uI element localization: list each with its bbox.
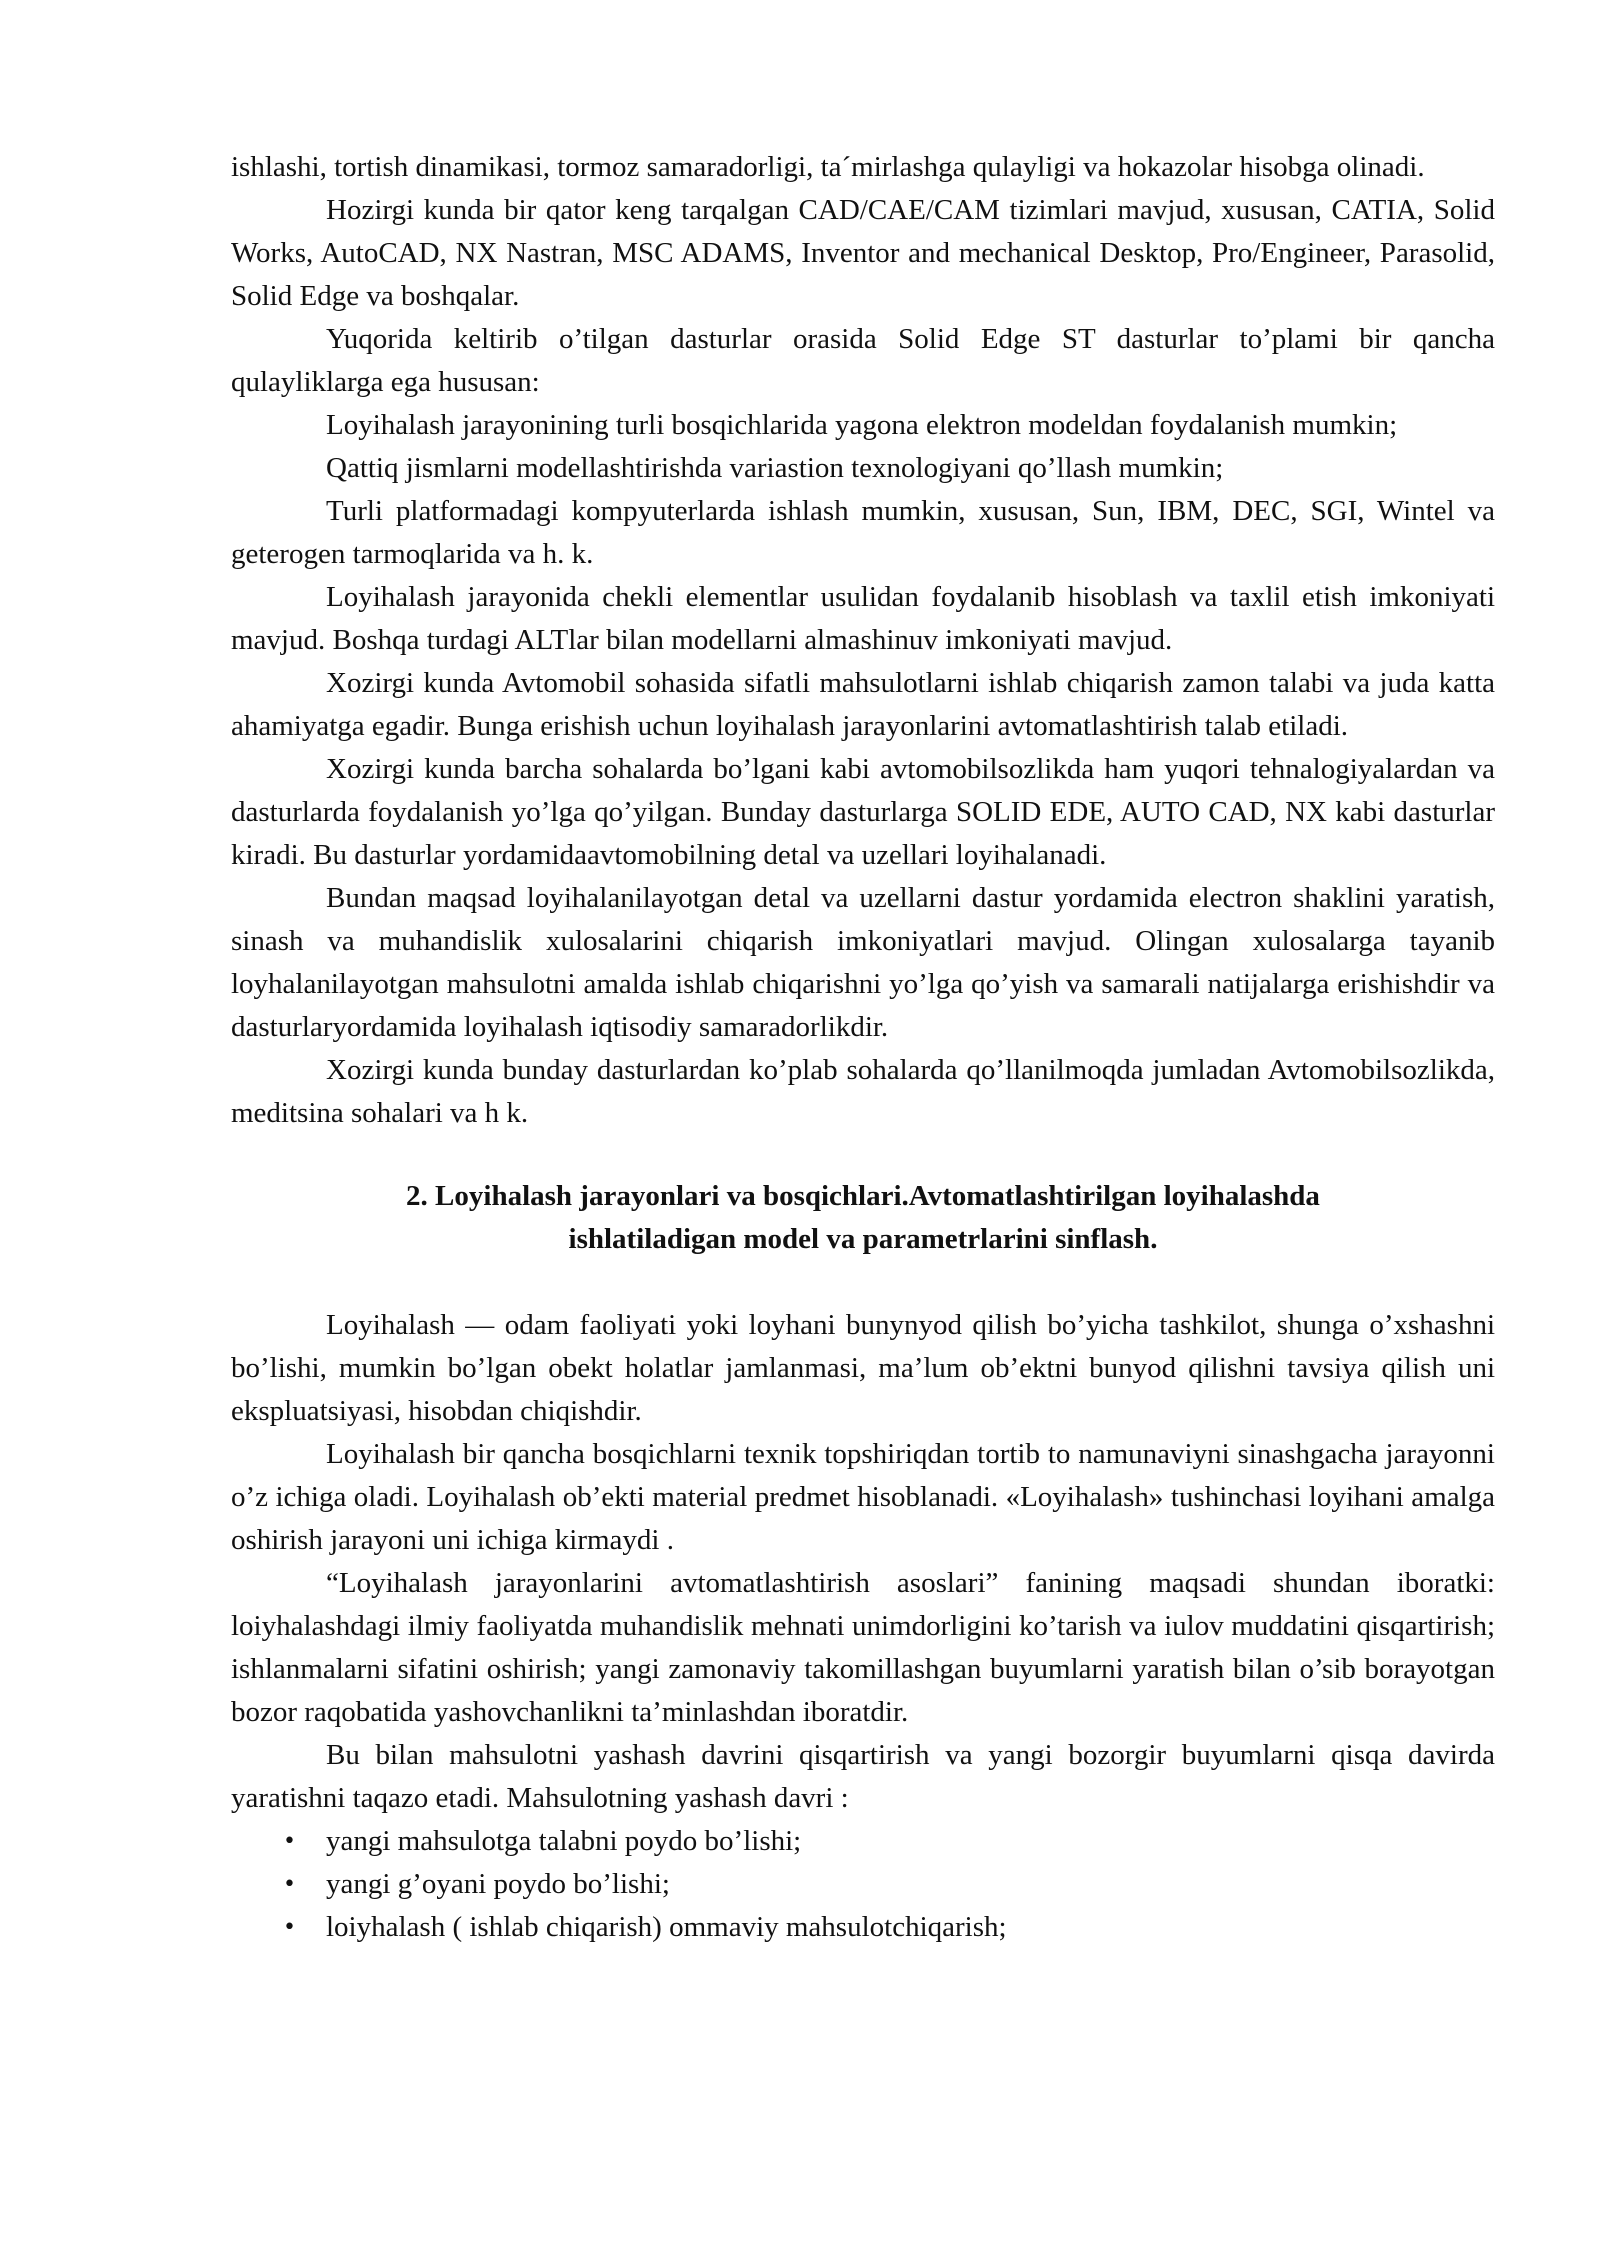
section-heading-line-1: 2. Loyihalash jarayonlari va bosqichlari.Avtomatlashtirilgan loyihalashda — [406, 1180, 1320, 1212]
list-item — [231, 1906, 1495, 1949]
paragraph: Loyihalash — odam faoliyati yoki loyhani bunynyod qilish bo’yicha tashkilot, shunga o’xshashni bo’lishi, mumkin bo’lgan obekt holatlar jamlanmasi, ma’lum ob’ektni bunyod qilishni tavsiya qilish uni ekspluatsiyasi, hisobdan chiqishdir. — [231, 1309, 1495, 1427]
paragraph: Yuqorida keltirib o’tilgan dasturlar orasida Solid Edge ST dasturlar to’plami bir qancha qulayliklarga ega hususan: — [231, 323, 1495, 398]
document-page — [231, 146, 1495, 1949]
list-item-text: yangi g’oyani poydo bo’lishi; — [326, 1868, 670, 1900]
bullet-icon: • — [283, 1872, 296, 1897]
paragraph: Bu bilan mahsulotni yashash davrini qisqartirish va yangi bozorgir buyumlarni qisqa davirda yaratishni taqazo etadi. Mahsulotning yashash davri : — [231, 1739, 1495, 1814]
paragraph: Loyihalash jarayonining turli bosqichlarida yagona elektron modeldan foydalanish mumkin; — [326, 409, 1398, 441]
paragraph: ishlashi, tortish dinamikasi, tormoz samaradorligi, ta´mirlashga qulayligi va hokazolar hisobga olinadi. — [231, 151, 1425, 183]
list-item — [231, 1820, 1495, 1863]
paragraph: Loyihalash bir qancha bosqichlarni texnik topshiriqdan tortib to namunaviyni sinashgacha jarayonni o’z ichiga oladi. Loyihalash ob’ekti material predmet hisoblanadi. «Loyihalash» tushinchasi loyihani amalga oshirish jarayoni uni ichiga kirmaydi . — [231, 1438, 1495, 1556]
paragraph: Xozirgi kunda barcha sohalarda bo’lgani kabi avtomobilsozlikda ham yuqori tehnalogiyalardan va dasturlarda foydalanish yo’lga qo’yilgan. Bunday dasturlarga SOLID EDE, AUTO CAD, NX kabi dasturlar kiradi. Bu dasturlar yordamidaavtomobilning detal va uzellari loyihalanadi. — [231, 753, 1495, 871]
list-item-text: yangi mahsulotga talabni poydo bo’lishi; — [326, 1825, 802, 1857]
list-item-text: loiyhalash ( ishlab chiqarish) ommaviy mahsulotchiqarish; — [326, 1911, 1007, 1943]
paragraph: Loyihalash jarayonida chekli elementlar usulidan foydalanib hisoblash va taxlil etish imkoniyati mavjud. Boshqa turdagi ALTlar bilan modellarni almashinuv imkoniyati mavjud. — [231, 581, 1495, 656]
paragraph: Hozirgi kunda bir qator keng tarqalgan CAD/CAE/CAM tizimlari mavjud, xususan, CATIA, Solid Works, AutoCAD, NX Nastran, MSC ADAMS, Inventor and mechanical Desktop, Pro/Engineer, Parasolid, Solid Edge va boshqalar. — [231, 194, 1495, 312]
paragraph: Turli platformadagi kompyuterlarda ishlash mumkin, xususan, Sun, IBM, DEC, SGI, Wintel va geterogen tarmoqlarida va h. k. — [231, 495, 1495, 570]
section-heading-line-2: ishlatiladigan model va parametrlarini sinflash. — [568, 1223, 1158, 1255]
bullet-icon: • — [283, 1915, 296, 1940]
paragraph: Xozirgi kunda bunday dasturlardan ko’plab sohalarda qo’llanilmoqda jumladan Avtomobilsozlikda, meditsina sohalari va h k. — [231, 1054, 1495, 1129]
paragraph: Bundan maqsad loyihalanilayotgan detal va uzellarni dastur yordamida electron shaklini yaratish, sinash va muhandislik xulosalarini chiqarish imkoniyatlari mavjud. Olingan xulosalarga tayanib loyhalanilayotgan mahsulotni amalda ishlab chiqarishni yo’lga qo’yish va samarali natijalarga erishishdir va dasturlaryordamida loyihalash iqtisodiy samaradorlikdir. — [231, 882, 1495, 1043]
bullet-icon: • — [283, 1829, 296, 1854]
section-heading — [231, 1175, 1495, 1261]
bullet-list — [231, 1820, 1495, 1949]
paragraph: Qattiq jismlarni modellashtirishda variastion texnologiyani qo’llash mumkin; — [326, 452, 1224, 484]
paragraph: Xozirgi kunda Avtomobil sohasida sifatli mahsulotlarni ishlab chiqarish zamon talabi va juda katta ahamiyatga egadir. Bunga erishish uchun loyihalash jarayonlarini avtomatlashtirish talab etiladi. — [231, 667, 1495, 742]
list-item — [231, 1863, 1495, 1906]
paragraph: “Loyihalash jarayonlarini avtomatlashtirish asoslari” fanining maqsadi shundan iboratki: loiyhalashdagi ilmiy faoliyatda muhandislik mehnati unimdorligini ko’tarish va iulov muddatini qisqartirish; ishlanmalarni sifatini oshirish; yangi zamonaviy takomillashgan buyumlarni yaratish bilan o’sib borayotgan bozor raqobatida yashovchanlikni ta’minlashdan iboratdir. — [231, 1567, 1495, 1728]
